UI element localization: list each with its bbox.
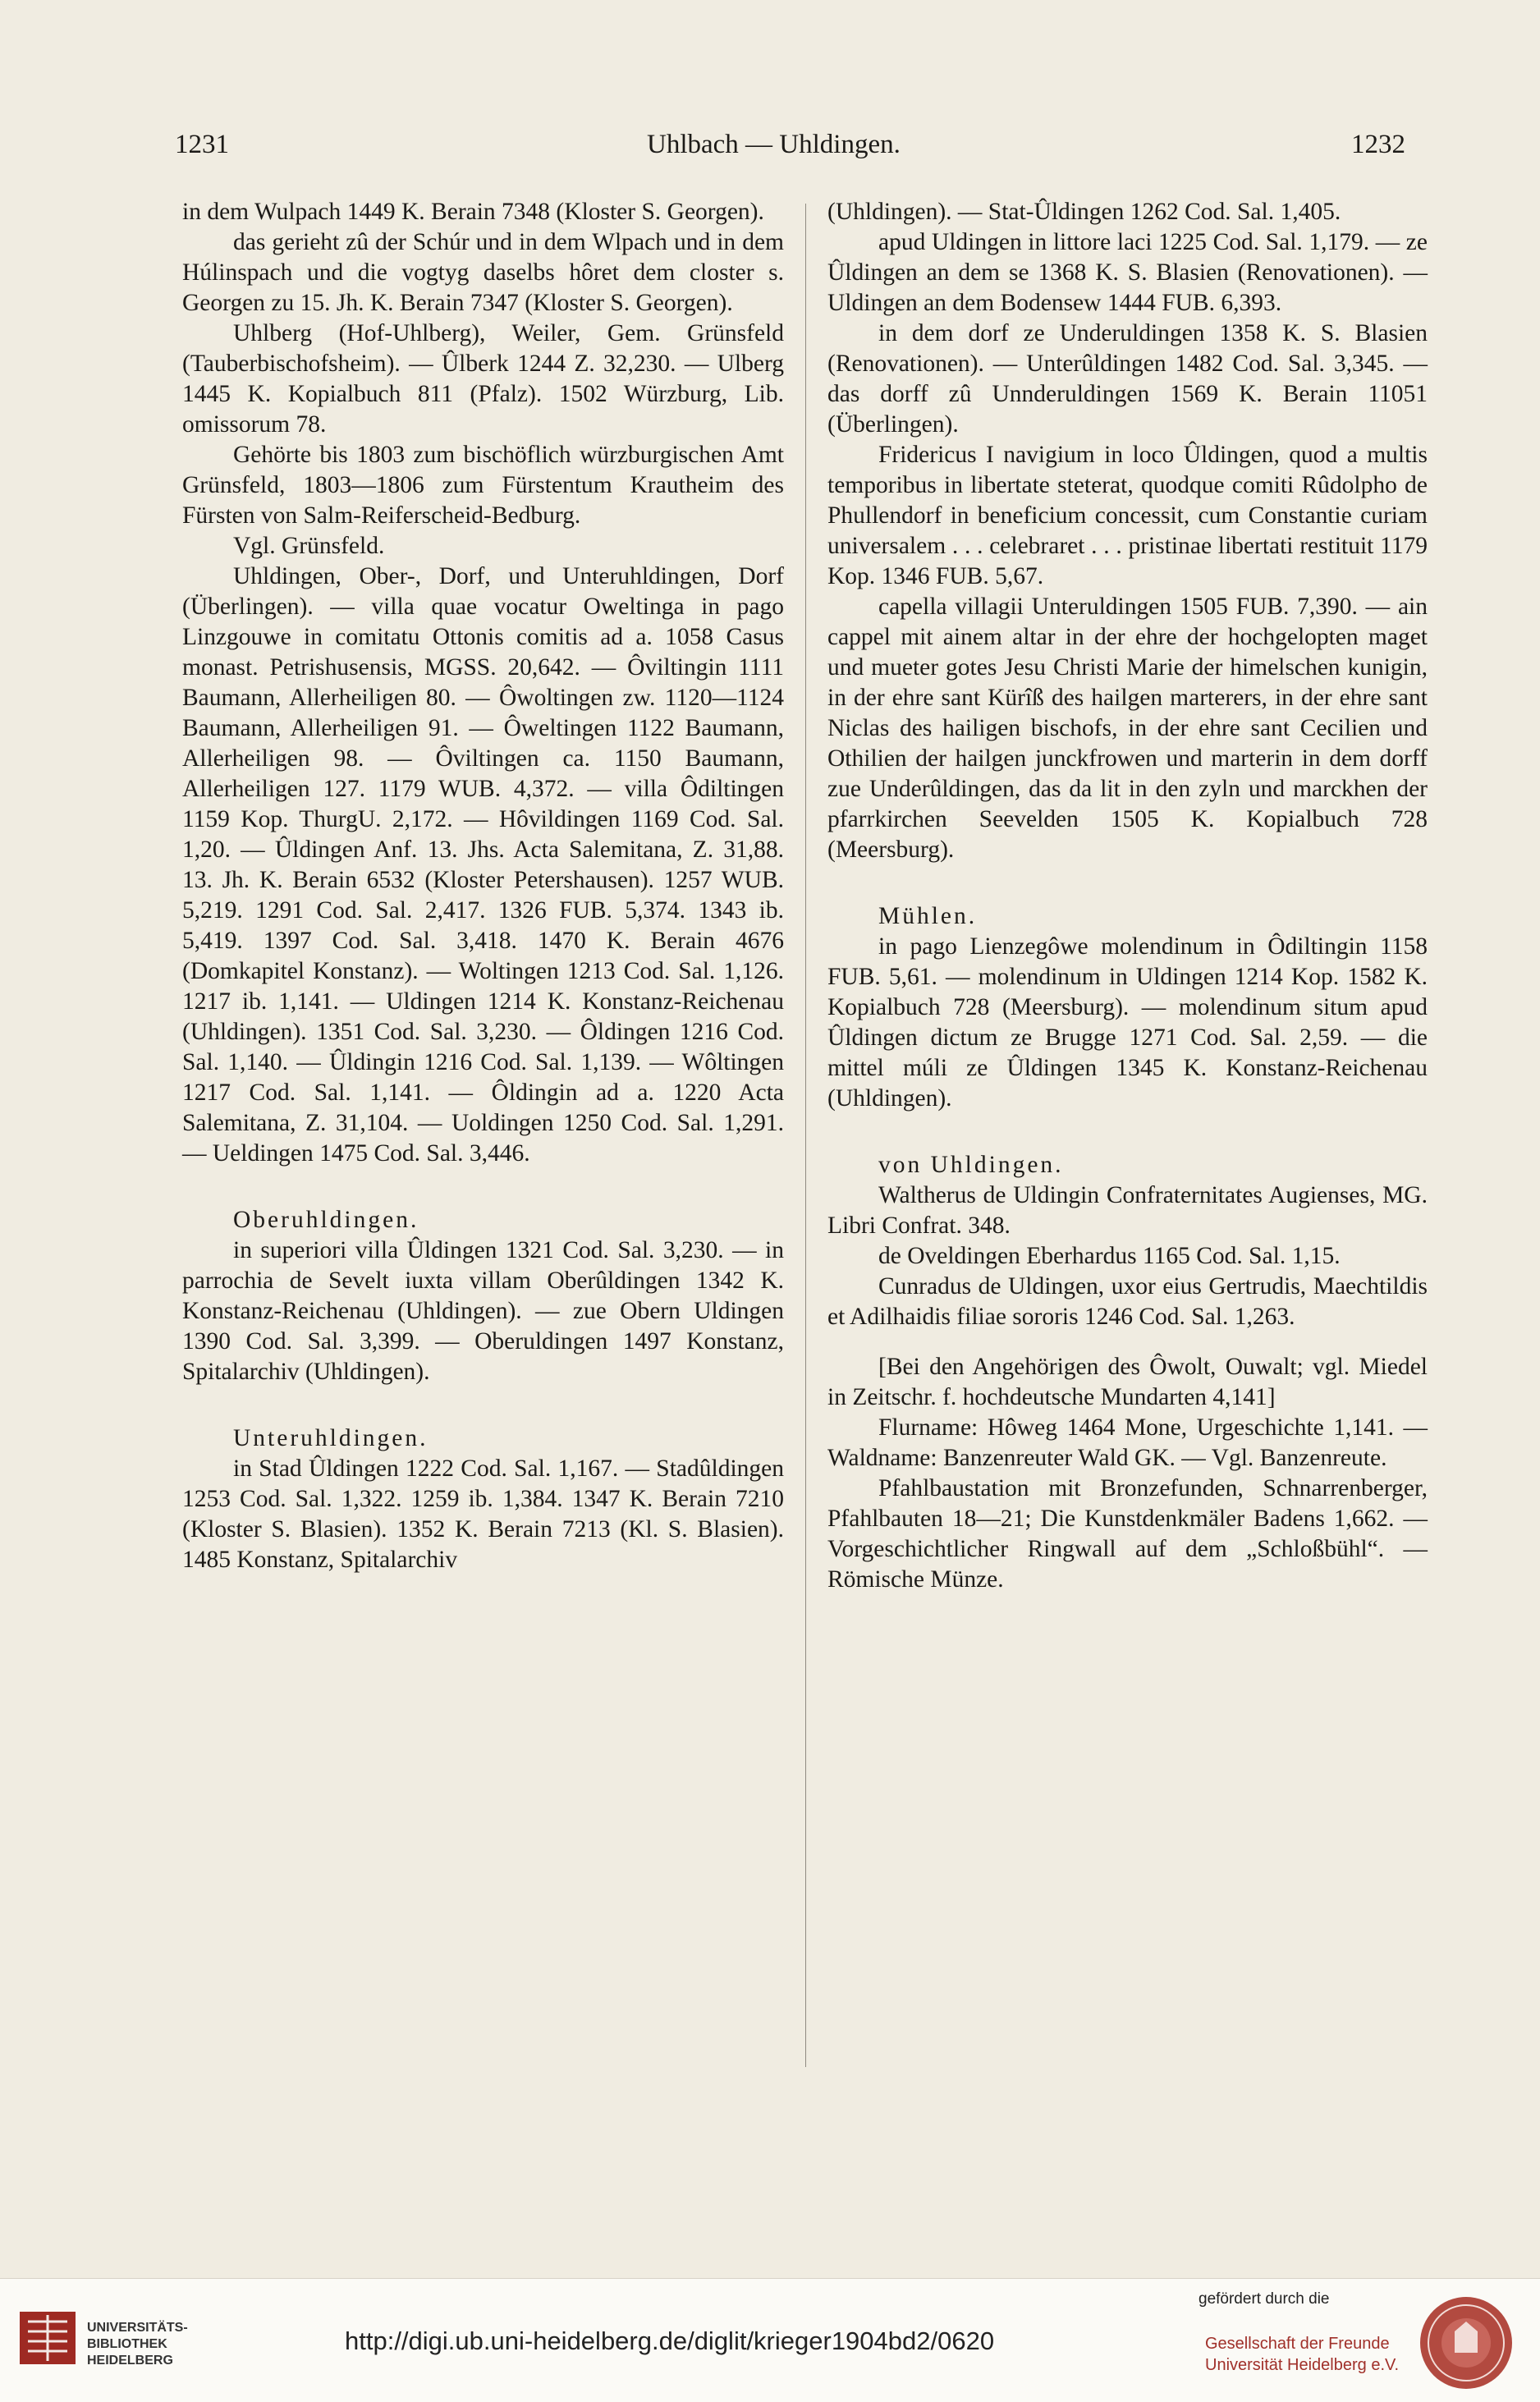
paragraph: in Stad Ûldingen 1222 Cod. Sal. 1,167. — Stadûldingen 1253 Cod. Sal. 1,322. 1259 ib. 1,384. 1347 K. Berain 7210 (Kloster S. Blasien). 1352 K. Berain 7213 (Kl. S. Blasien). 1485 Konstanz, Spitalarchiv <box>182 1455 784 1573</box>
paragraph: [Bei den Angehörigen des Ôwolt, Ouwalt; vgl. Miedel in Zeitschr. f. hochdeutsche Mundarten 4,141] <box>827 1354 1428 1410</box>
paragraph: in dem dorf ze Underuldingen 1358 K. S. Blasien (Renovationen). — Unterûldingen 1482 Cod. Sal. 3,345. — das dorff zû Unnderuldingen 1569 K. Berain 11051 (Überlingen). <box>827 320 1428 438</box>
paragraph: capella villagii Unteruldingen 1505 FUB. 7,390. — ain cappel mit ainem altar in der ehre der hochgelopten maget und mueter gotes Jesu Christi Marie der himelschen kunigin, in der ehre sant Kürîß des hailgen marterers, in der ehre sant Niclas des hailigen bischofs, in der ehre sant Cecilien und Othilien der hailgen junckfrowen und marterin in dem dorff zue Underûldingen, das da lit in den zyln und marckhen der pfarrkirchen Seevelden 1505 K. Kopialbuch 728 (Meersburg). <box>827 594 1428 863</box>
society-name <box>1205 2333 1399 2376</box>
society-name-line: Gesellschaft der Freunde <box>1205 2335 1390 2353</box>
column-divider <box>805 204 806 2067</box>
paragraph: Waltherus de Uldingin Confraternitates Augienses, MG. Libri Confrat. 348. <box>827 1182 1428 1239</box>
library-name-line: UNIVERSITÄTS- <box>87 2321 188 2335</box>
page-number-left: 1231 <box>175 130 229 159</box>
library-name <box>87 2320 188 2369</box>
right-column <box>827 197 1428 1595</box>
subheading-oberuhldingen: Oberuhldingen. <box>233 1207 419 1233</box>
subheading-von-uhldingen: von Uhldingen. <box>878 1152 1064 1178</box>
paragraph: apud Uldingen in littore laci 1225 Cod. Sal. 1,179. — ze Ûldingen an dem se 1368 K. S. Blasien (Renovationen). — Uldingen an dem Bodensew 1444 FUB. 6,393. <box>827 229 1428 316</box>
paragraph: Fridericus I navigium in loco Ûldingen, quod a multis temporibus in libertate steterat, quodque comiti Rûdolpho de Phullendorf in beneficium concessit, cum Constantie curiam universalem . . . celebraret . . . pristinae libertati restituit 1179 Kop. 1346 FUB. 5,67. <box>827 442 1428 589</box>
paragraph: Gehörte bis 1803 zum bischöflich würzburgischen Amt Grünsfeld, 1803—1806 zum Fürstentum Krautheim des Fürsten von Salm-Reiferscheid-Bedburg. <box>182 442 784 529</box>
society-name-line: Universität Heidelberg e.V. <box>1205 2356 1400 2374</box>
subheading-muehlen: Mühlen. <box>878 903 978 929</box>
left-column <box>182 197 784 1575</box>
funded-by-label: gefördert durch die <box>1199 2290 1330 2308</box>
subheading-unteruhldingen: Unteruhldingen. <box>233 1425 429 1451</box>
page-number-right: 1232 <box>1351 130 1405 159</box>
paragraph: Pfahlbaustation mit Bronzefunden, Schnarrenberger, Pfahlbauten 18—21; Die Kunstdenkmäler Badens 1,662. — Vorgeschichtlicher Ringwall auf dem „Schloßbühl“. — Römische Münze. <box>827 1475 1428 1593</box>
footer-bar <box>0 2278 1540 2402</box>
paragraph: de Oveldingen Eberhardus 1165 Cod. Sal. 1,15. <box>878 1243 1341 1269</box>
society-seal-icon <box>1409 2294 1524 2392</box>
paragraph: das gerieht zû der Schúr und in dem Wlpach und in dem Húlinspach und die vogtyg daselbs hôret dem closter s. Georgen zu 15. Jh. K. Berain 7347 (Kloster S. Georgen). <box>182 229 784 316</box>
paragraph: (Uhldingen). — Stat-Ûldingen 1262 Cod. Sal. 1,405. <box>827 199 1341 225</box>
permalink-url[interactable]: http://digi.ub.uni-heidelberg.de/diglit/krieger1904bd2/0620 <box>345 2326 995 2355</box>
running-title: Uhlbach — Uhldingen. <box>647 130 901 159</box>
entry-uhldingen: Uhldingen, Ober-, Dorf, und Unteruhldingen, Dorf (Überlingen). — villa quae vocatur Oweltinga in pago Linzgouwe in comitatu Ottonis comitis ad a. 1058 Casus monast. Petrishusensis, MGSS. 20,642. — Ôviltingin 1111 Baumann, Allerheiligen 80. — Ôwoltingen zw. 1120—1124 Baumann, Allerheiligen 91. — Ôweltingen 1122 Baumann, Allerheiligen 98. — Ôviltingen ca. 1150 Baumann, Allerheiligen 127. 1179 WUB. 4,372. — villa Ôdiltingen 1159 Kop. ThurgU. 2,172. — Hôvildingen 1169 Cod. Sal. 1,20. — Ûldingen Anf. 13. Jhs. Acta Salemitana, Z. 31,88. 13. Jh. K. Berain 6532 (Kloster Petershausen). 1257 WUB. 5,219. 1291 Cod. Sal. 2,417. 1326 FUB. 5,374. 1343 ib. 5,419. 1397 Cod. Sal. 3,418. 1470 K. Berain 4676 (Domkapitel Konstanz). — Woltingen 1213 Cod. Sal. 1,126. 1217 ib. 1,141. — Uldingen 1214 K. Konstanz-Reichenau (Uhldingen). 1351 Cod. Sal. 3,230. — Ôldingen 1216 Cod. Sal. 1,140. — Ûldingin 1216 Cod. Sal. 1,139. — Wôltingen 1217 Cod. Sal. 1,141. — Ôldingin ad a. 1220 Acta Salemitana, Z. 31,104. — Uoldingen 1250 Cod. Sal. 1,291. — Ueldingen 1475 Cod. Sal. 3,446. <box>182 563 784 1167</box>
paragraph: in superiori villa Ûldingen 1321 Cod. Sal. 3,230. — in parrochia de Sevelt iuxta villam Oberûldingen 1342 K. Konstanz-Reichenau (Uhldingen). — zue Obern Uldingen 1390 Cod. Sal. 3,399. — Oberuldingen 1497 Konstanz, Spitalarchiv (Uhldingen). <box>182 1237 784 1385</box>
library-name-line: BIBLIOTHEK <box>87 2337 167 2351</box>
entry-uhlberg: Uhlberg (Hof-Uhlberg), Weiler, Gem. Grünsfeld (Tauberbischofsheim). — Ûlberk 1244 Z. 32,230. — Ulberg 1445 K. Kopialbuch 811 (Pfalz). 1502 Würzburg, Lib. omissorum 78. <box>182 320 784 438</box>
university-library-logo-icon <box>15 2303 80 2374</box>
paragraph: in pago Lienzegôwe molendinum in Ôdiltingin 1158 FUB. 5,61. — molendinum in Uldingen 1214 Kop. 1582 K. Kopialbuch 728 (Meersburg). — molendinum situm apud Ûldingen dictum ze Brugge 1271 Cod. Sal. 2,59. — die mittel múli ze Ûldingen 1345 K. Konstanz-Reichenau (Uhldingen). <box>827 933 1428 1112</box>
paragraph: in dem Wulpach 1449 K. Berain 7348 (Kloster S. Georgen). <box>182 199 764 225</box>
library-name-line: HEIDELBERG <box>87 2354 173 2368</box>
paragraph: Flurname: Hôweg 1464 Mone, Urgeschichte 1,141. — Waldname: Banzenreuter Wald GK. — Vgl. Banzenreute. <box>827 1414 1428 1471</box>
cross-reference: Vgl. Grünsfeld. <box>233 533 385 559</box>
paragraph: Cunradus de Uldingen, uxor eius Gertrudis, Maechtildis et Adilhaidis filiae sororis 1246 Cod. Sal. 1,263. <box>827 1273 1428 1330</box>
